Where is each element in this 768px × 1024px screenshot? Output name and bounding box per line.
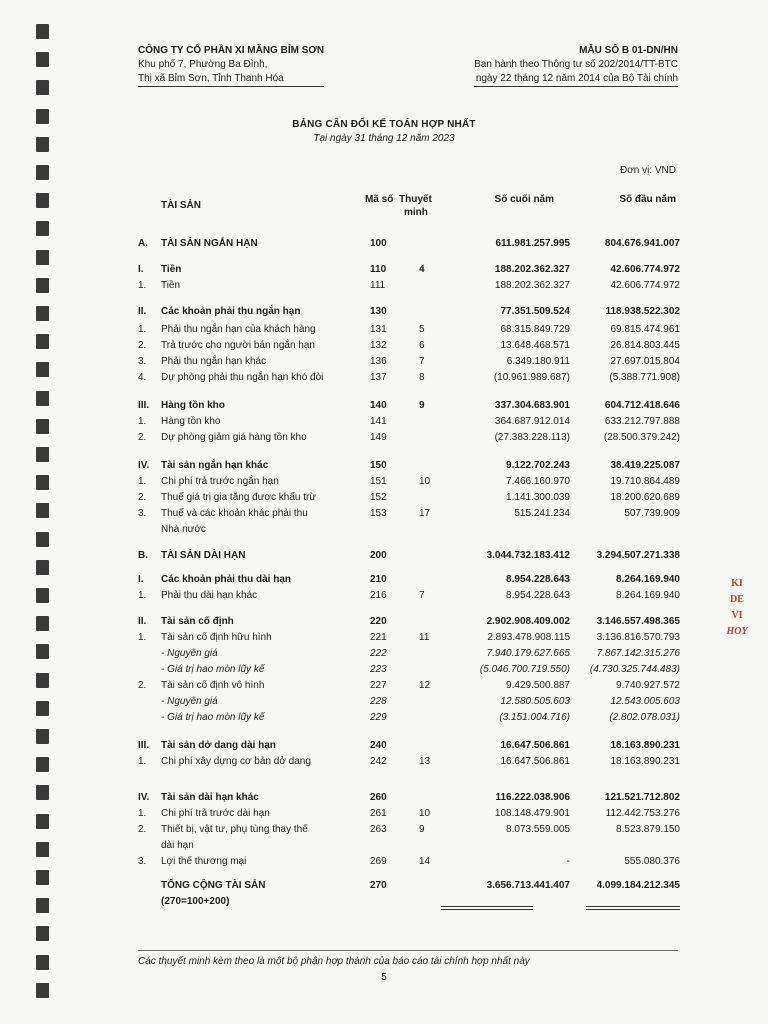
row-begin-value: 8.523.879.150 [616, 824, 680, 835]
report-title-block [0, 118, 768, 146]
row-note: 7 [419, 590, 425, 601]
row-begin-value: 8.264.169.940 [616, 590, 680, 601]
row-end-value: (3.151.004.716) [499, 712, 570, 723]
binder-hole [36, 532, 49, 547]
row-begin-value: 42.606.774.972 [610, 280, 680, 291]
table-row [138, 474, 680, 490]
binder-hole [36, 362, 49, 377]
table-row [138, 262, 680, 278]
row-end-value: 68.315.849.729 [500, 324, 570, 335]
row-code: 229 [370, 712, 387, 723]
row-begin-value: 3.294.507.271.338 [596, 550, 680, 561]
row-begin-value: 18.200.620.689 [610, 492, 680, 503]
binder-hole [36, 165, 49, 180]
row-label: Dự phòng giảm giá hàng tồn kho [161, 432, 307, 443]
row-label: - Nguyên giá [161, 696, 218, 707]
row-begin-value: 69.815.474.961 [610, 324, 680, 335]
binder-hole [36, 814, 49, 829]
binder-hole [36, 616, 49, 631]
table-row [138, 678, 680, 694]
row-code: 242 [370, 756, 387, 767]
table-header [138, 194, 680, 228]
table-row [138, 278, 680, 294]
table-row [138, 522, 680, 538]
row-label: Thuế giá trị gia tăng được khấu trừ [161, 492, 317, 503]
row-label: - Nguyên giá [161, 648, 218, 659]
table-row [138, 790, 680, 806]
row-code: 270 [370, 880, 387, 891]
row-end-value: 6.349.180.911 [506, 356, 570, 367]
row-index: 4. [138, 372, 147, 383]
row-end-value: 3.044.732.183.412 [486, 550, 570, 561]
binder-hole [36, 334, 49, 349]
table-row [138, 754, 680, 770]
binder-hole [36, 391, 49, 406]
row-end-value: 16.647.506.861 [500, 756, 570, 767]
row-index: 1. [138, 632, 147, 643]
table-row [138, 414, 680, 430]
binder-hole [36, 250, 49, 265]
table-row [138, 630, 680, 646]
row-code: 136 [370, 356, 387, 367]
table-row [138, 662, 680, 678]
row-begin-value: 9.740.927.572 [616, 680, 680, 691]
row-label: Chi phí trả trước ngắn hạn [161, 476, 279, 487]
table-row [138, 338, 680, 354]
table-row [138, 838, 680, 854]
row-label: - Giá trị hao mòn lũy kế [161, 664, 265, 675]
table-row [138, 894, 680, 910]
binder-hole [36, 475, 49, 490]
row-code: 263 [370, 824, 387, 835]
row-index: 1. [138, 808, 147, 819]
row-begin-value: 121.521.712.802 [604, 792, 680, 803]
row-end-value: 515.241.234 [514, 508, 570, 519]
row-begin-value: 8.264.169.940 [616, 574, 680, 585]
row-end-value: (27.383.228.113) [494, 432, 570, 443]
table-row [138, 738, 680, 754]
row-end-value: 7.940.179.627.665 [486, 648, 570, 659]
table-row [138, 588, 680, 604]
binder-holes [36, 0, 50, 1024]
row-end-value: 116.222.038.906 [495, 792, 570, 803]
row-code: 150 [370, 460, 387, 471]
binder-hole [36, 80, 49, 95]
row-label: Lợi thế thương mại [161, 856, 247, 867]
row-label: Tiền [161, 264, 182, 275]
row-begin-value: (28.500.379.242) [603, 432, 680, 443]
form-block [474, 44, 678, 87]
binder-hole [36, 588, 49, 603]
row-code: 132 [370, 340, 387, 351]
binder-hole [36, 503, 49, 518]
binder-hole [36, 842, 49, 857]
row-index: I. [138, 264, 144, 275]
row-begin-value: 12.543.005.603 [610, 696, 680, 707]
row-index: I. [138, 574, 144, 585]
row-begin-value: 19.710.864.489 [610, 476, 680, 487]
binder-hole [36, 870, 49, 885]
col-begin: Số đầu năm [619, 194, 676, 205]
total-underline [586, 909, 680, 910]
table-row [138, 370, 680, 386]
row-end-value: 8.073.559.005 [506, 824, 570, 835]
total-underline [441, 909, 533, 910]
row-code: 216 [370, 590, 387, 601]
row-end-value: 2.893.478.908.115 [487, 632, 570, 643]
company-address-2: Thị xã Bỉm Sơn, Tỉnh Thanh Hóa [138, 72, 324, 87]
row-note: 5 [419, 324, 425, 335]
table-row [138, 430, 680, 446]
currency-unit: Đơn vị: VND [619, 165, 676, 176]
row-begin-value: 4.099.184.212.345 [596, 880, 680, 891]
row-note: 9 [419, 400, 425, 411]
row-begin-value: 26.814.803.445 [610, 340, 680, 351]
row-note: 13 [419, 756, 431, 767]
row-index: 3. [138, 856, 147, 867]
col-end: Số cuối năm [494, 194, 554, 205]
row-label: Dự phòng phải thu ngắn hạn khó đòi [161, 372, 324, 383]
row-begin-value: 604.712.418.646 [604, 400, 680, 411]
table-row [138, 322, 680, 338]
total-underline [441, 906, 533, 907]
company-address-1: Khu phố 7, Phường Ba Đình, [138, 59, 268, 70]
row-begin-value: 38.419.225.087 [610, 460, 680, 471]
binder-hole [36, 447, 49, 462]
row-index: 1. [138, 590, 147, 601]
binder-hole [36, 560, 49, 575]
binder-hole [36, 701, 49, 716]
row-code: 141 [370, 416, 387, 427]
row-end-value: 77.351.509.524 [500, 306, 570, 317]
binder-hole [36, 673, 49, 688]
row-code: 100 [370, 238, 387, 249]
row-begin-value: 112.442.753.276 [605, 808, 680, 819]
row-code: 111 [370, 280, 386, 291]
col-code: Mã số [365, 194, 394, 205]
row-code: 153 [370, 508, 387, 519]
row-end-value: (10.961.989.687) [493, 372, 570, 383]
row-label: TỔNG CỘNG TÀI SẢN [161, 880, 266, 891]
row-begin-value: (4.730.325.744.483) [589, 664, 680, 675]
table-row [138, 878, 680, 894]
row-begin-value: 804.676.941.007 [604, 238, 680, 249]
row-code: 269 [370, 856, 387, 867]
table-row [138, 822, 680, 838]
binder-hole [36, 983, 49, 998]
report-subtitle: Tại ngày 31 tháng 12 năm 2023 [313, 133, 455, 144]
col-note-2: minh [404, 207, 428, 218]
row-note: 10 [419, 808, 431, 819]
red-stamp [722, 498, 752, 637]
row-note: 9 [419, 824, 425, 835]
company-name: CÔNG TY CỔ PHẦN XI MĂNG BỈM SƠN [138, 45, 325, 56]
form-issued: Ban hành theo Thông tư số 202/2014/TT-BTC [474, 59, 678, 70]
binder-hole [36, 306, 49, 321]
row-code: 200 [370, 550, 387, 561]
row-index: 1. [138, 324, 147, 335]
row-code: 222 [370, 648, 387, 659]
row-label: Tiền [161, 280, 181, 291]
row-end-value: 108.148.479.901 [494, 808, 570, 819]
row-label: Phải thu ngắn hạn của khách hàng [161, 324, 316, 335]
col-note-1: Thuyết [399, 194, 432, 205]
row-begin-value: 7.867.142.315.276 [596, 648, 680, 659]
row-index: 2. [138, 824, 147, 835]
row-note: 14 [419, 856, 431, 867]
row-label: Thiết bị, vật tư, phụ tùng thay thế [161, 824, 308, 835]
row-note: 11 [419, 632, 430, 643]
table-row [138, 646, 680, 662]
row-index: IV. [138, 792, 150, 803]
row-label: Tài sản dài hạn khác [161, 792, 259, 803]
row-index: 1. [138, 416, 147, 427]
binder-hole [36, 193, 49, 208]
row-end-value: 8.954.228.643 [506, 590, 570, 601]
table-row [138, 506, 680, 522]
row-label: Chi phí xây dựng cơ bản dở dang [161, 756, 311, 767]
row-begin-value: (2.802.078.031) [609, 712, 680, 723]
row-begin-value: 18.163.890.231 [610, 740, 680, 751]
row-label: Phải thu dài hạn khác [161, 590, 258, 601]
report-title: BẢNG CÂN ĐỐI KẾ TOÁN HỢP NHẤT [292, 119, 476, 130]
stamp-line: VI [731, 610, 743, 621]
row-label: Trả trước cho người bán ngắn hạn [161, 340, 315, 351]
binder-hole [36, 785, 49, 800]
row-label: Các khoản phải thu dài hạn [161, 574, 292, 585]
row-label: Nhà nước [161, 524, 206, 535]
row-code: 140 [370, 400, 387, 411]
row-note: 4 [419, 264, 425, 275]
row-label: Tài sản cố định hữu hình [161, 632, 272, 643]
row-code: 221 [370, 632, 387, 643]
binder-hole [36, 419, 49, 434]
footer-note: Các thuyết minh kèm theo là một bộ phận hợp thành của báo cáo tài chính hợp nhất này [138, 956, 530, 967]
stamp-line: HOY [726, 626, 748, 637]
row-label: - Giá trị hao mòn lũy kế [161, 712, 265, 723]
binder-hole [36, 278, 49, 293]
row-begin-value: 42.606.774.972 [610, 264, 680, 275]
binder-hole [36, 221, 49, 236]
binder-hole [36, 955, 49, 970]
row-end-value: 16.647.506.861 [500, 740, 570, 751]
binder-hole [36, 926, 49, 941]
table-row [138, 548, 680, 564]
row-note: 6 [419, 340, 425, 351]
page-number: 5 [381, 972, 387, 983]
row-end-value: 2.902.908.409.002 [486, 616, 570, 627]
row-label: Tài sản ngắn hạn khác [161, 460, 269, 471]
row-end-value: (5.046.700.719.550) [479, 664, 570, 675]
table-row [138, 490, 680, 506]
row-index: 2. [138, 680, 147, 691]
row-label: Tài sản cố định vô hình [161, 680, 265, 691]
row-begin-value: 633.212.797.888 [604, 416, 680, 427]
row-begin-value: 3.136.816.570.793 [596, 632, 680, 643]
row-label: Thuế và các khoản khác phải thu [161, 508, 308, 519]
company-block [138, 44, 324, 87]
row-code: 131 [370, 324, 387, 335]
row-note: 10 [419, 476, 431, 487]
row-end-value: 337.304.683.901 [494, 400, 570, 411]
row-end-value: 7.466.160.970 [506, 476, 570, 487]
row-note: 7 [419, 356, 425, 367]
row-begin-value: 3.146.557.498.365 [596, 616, 680, 627]
binder-hole [36, 729, 49, 744]
binder-hole [36, 24, 49, 39]
row-code: 151 [370, 476, 387, 487]
col-asset: TÀI SẢN [161, 200, 201, 211]
row-note: 8 [419, 372, 425, 383]
row-end-value: 188.202.362.327 [494, 264, 570, 275]
row-label: Tài sản dở dang dài hạn [161, 740, 276, 751]
row-begin-value: 27.697.015.804 [610, 356, 680, 367]
total-underline [586, 906, 680, 907]
row-label: Phải thu ngắn hạn khác [161, 356, 267, 367]
row-note: 12 [419, 680, 431, 691]
table-row [138, 304, 680, 320]
row-code: 110 [370, 264, 387, 275]
row-code: 223 [370, 664, 387, 675]
binder-hole [36, 898, 49, 913]
row-index: 2. [138, 340, 147, 351]
row-code: 210 [370, 574, 387, 585]
row-index: II. [138, 616, 147, 627]
table-row [138, 694, 680, 710]
row-code: 260 [370, 792, 387, 803]
row-index: III. [138, 400, 150, 411]
row-label: TÀI SẢN DÀI HẠN [161, 550, 246, 561]
row-end-value: 611.981.257.995 [495, 238, 570, 249]
table-row [138, 354, 680, 370]
row-index: 1. [138, 280, 147, 291]
table-row [138, 710, 680, 726]
table-row [138, 572, 680, 588]
row-label: TÀI SẢN NGẮN HẠN [161, 238, 258, 249]
row-index: 1. [138, 756, 147, 767]
row-index: 3. [138, 356, 147, 367]
row-label: Hàng tồn kho [161, 400, 225, 411]
row-index: 2. [138, 492, 147, 503]
row-end-value: 8.954.228.643 [506, 574, 570, 585]
row-end-value: 364.687.912.014 [494, 416, 570, 427]
row-index: II. [138, 306, 147, 317]
row-code: 149 [370, 432, 387, 443]
row-index: A. [138, 238, 148, 249]
row-end-value: 3.656.713.441.407 [486, 880, 570, 891]
row-label: Các khoản phải thu ngắn hạn [161, 306, 301, 317]
table-row [138, 458, 680, 474]
table-row [138, 854, 680, 870]
row-index: IV. [138, 460, 150, 471]
row-begin-value: 18.163.890.231 [610, 756, 680, 767]
row-begin-value: 118.938.522.302 [605, 306, 680, 317]
row-begin-value: 555.080.376 [624, 856, 680, 867]
row-begin-value: (5.388.771.908) [609, 372, 680, 383]
stamp-line: KI [731, 578, 743, 589]
binder-hole [36, 52, 49, 67]
row-end-value: 1.141.300.039 [506, 492, 570, 503]
row-index: B. [138, 550, 148, 561]
row-index: III. [138, 740, 150, 751]
form-code: MẪU SỐ B 01-DN/HN [579, 45, 678, 56]
footer-rule [138, 950, 678, 951]
binder-hole [36, 644, 49, 659]
row-begin-value: 507.739.909 [624, 508, 680, 519]
binder-hole [36, 757, 49, 772]
row-code: 220 [370, 616, 387, 627]
row-index: 1. [138, 476, 147, 487]
form-date: ngày 22 tháng 12 năm 2014 của Bộ Tài chính [474, 72, 678, 87]
row-index: 3. [138, 508, 147, 519]
row-end-value: 188.202.362.327 [494, 280, 570, 291]
row-label: Hàng tồn kho [161, 416, 221, 427]
row-end-value: - [566, 856, 570, 867]
row-code: 240 [370, 740, 387, 751]
row-label: Tài sản cố định [161, 616, 234, 627]
row-index: 2. [138, 432, 147, 443]
row-end-value: 9.122.702.243 [506, 460, 570, 471]
row-note: 17 [419, 508, 431, 519]
row-code: 152 [370, 492, 387, 503]
row-end-value: 13.648.468.571 [500, 340, 570, 351]
table-row [138, 806, 680, 822]
table-row [138, 236, 680, 252]
row-code: 261 [370, 808, 387, 819]
row-code: 130 [370, 306, 387, 317]
row-label: dài hạn [161, 840, 194, 851]
row-code: 228 [370, 696, 387, 707]
row-end-value: 9.429.500.887 [506, 680, 570, 691]
stamp-line: DE [730, 594, 744, 605]
table-row [138, 614, 680, 630]
table-row [138, 398, 680, 414]
row-end-value: 12.580.505.603 [500, 696, 570, 707]
row-code: 227 [370, 680, 387, 691]
row-label: (270=100+200) [161, 896, 230, 907]
row-label: Chi phí trả trước dài hạn [161, 808, 270, 819]
row-code: 137 [370, 372, 387, 383]
